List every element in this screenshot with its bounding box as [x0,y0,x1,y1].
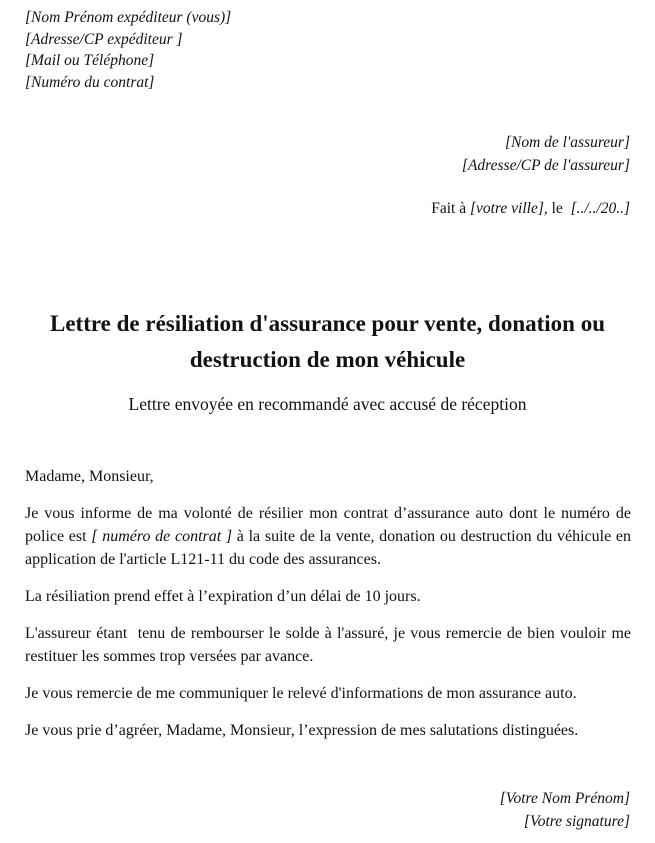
city-placeholder: [votre ville], [469,200,548,217]
paragraph-refund-request: L'assureur étant tenu de rembourser le solde à l'assuré, je vous remercie de bien vouloir me restituer les sommes trop versées par avance. [25,625,635,665]
date-line-prefix: Fait à [431,200,470,217]
letter-title: Lettre de résiliation d'assurance pour vente, donation ou destruction de mon véhicule [50,311,605,372]
signature-name-placeholder: [Votre Nom Prénom] [499,790,630,807]
insurer-name-placeholder: [Nom de l'assureur] [504,134,630,151]
letter-body [25,465,635,756]
paragraph-resiliation-request [25,502,635,571]
salutation: Madame, Monsieur, [25,468,154,485]
signature-block [500,787,630,833]
paragraph-1-text-before: Je vous informe de ma volonté de résilier mon contrat d’assurance auto dont le numéro de police est [25,505,635,545]
insurer-address-placeholder: [Adresse/CP de l'assureur] [461,157,630,174]
date-placeholder: [../../20..] [570,200,630,217]
paragraph-1-text-after: à la suite de la vente, donation ou destruction du véhicule en application de l'article L121-11 du code des assurances. [25,528,635,568]
sender-contact-placeholder: [Mail ou Téléphone] [25,52,155,69]
paragraph-effective-delay: La résiliation prend effet à l’expiration d’un délai de 10 jours. [25,588,421,605]
recipient-address-block [462,131,630,177]
sender-contract-number-placeholder: [Numéro du contrat] [25,73,155,91]
sender-name-placeholder: [Nom Prénom expéditeur (vous)] [25,9,232,26]
paragraph-closing-salutation: Je vous prie d’agréer, Madame, Monsieur, l’expression de mes salutations distinguées. [25,722,579,739]
date-line [431,200,630,218]
paragraph-information-statement: Je vous remercie de me communiquer le relevé d'informations de mon assurance auto. [25,685,577,702]
letter-subtitle: Lettre envoyée en recommandé avec accusé de réception [128,394,527,414]
signature-placeholder: [Votre signature] [523,813,630,830]
sender-address-block [25,7,231,93]
date-line-middle: le [547,200,571,217]
contract-number-inline-placeholder: [ numéro de contrat ] [91,528,233,545]
sender-address-placeholder: [Adresse/CP expéditeur ] [25,30,183,48]
